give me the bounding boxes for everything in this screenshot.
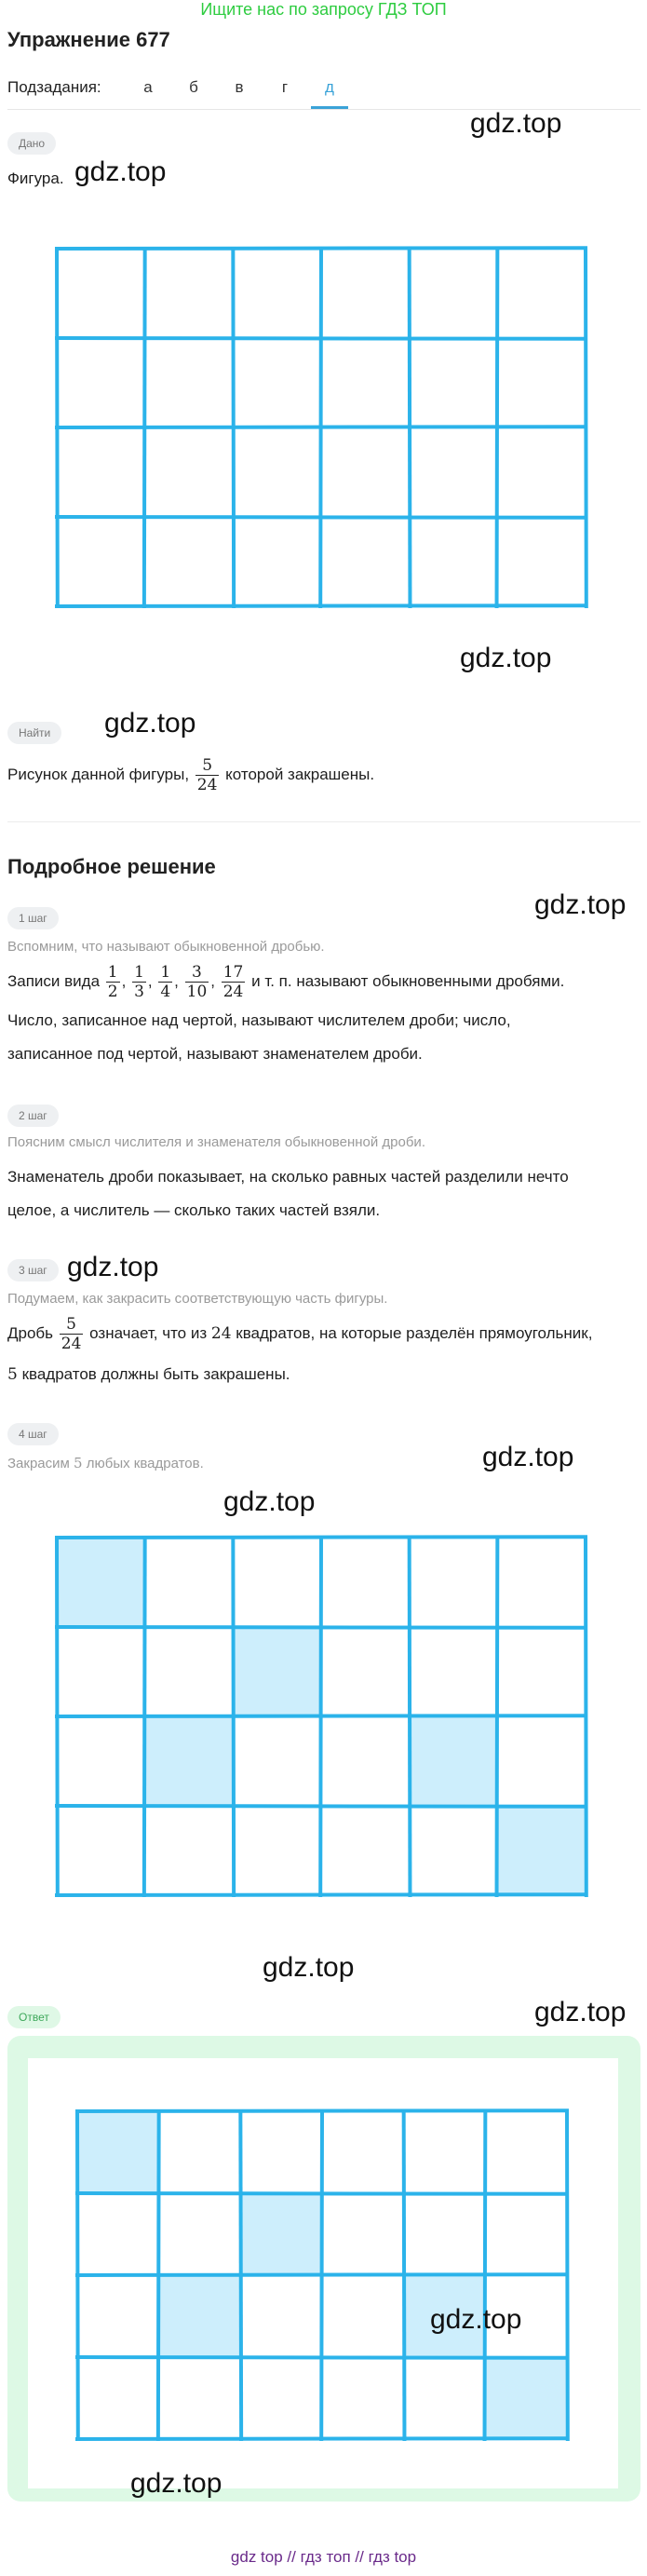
fraction-numerator: 1 xyxy=(134,963,144,982)
figure-grid-answer xyxy=(74,2108,570,2442)
grid-line-vertical xyxy=(497,1538,498,1895)
find-text-after: которой закрашены. xyxy=(225,765,375,783)
grid-line-vertical xyxy=(240,2111,241,2439)
fraction-numerator: 1 xyxy=(107,963,118,982)
grid-line-vertical xyxy=(404,2111,405,2439)
shaded-square xyxy=(485,2357,567,2439)
watermark: gdz.top xyxy=(430,2304,522,2335)
fraction-numerator: 5 xyxy=(60,1315,84,1335)
watermark: gdz.top xyxy=(223,1486,316,1517)
step-4-hint-before: Закрасим xyxy=(7,1456,70,1471)
fraction-denominator: 24 xyxy=(61,1335,82,1353)
given-text: Фигура. xyxy=(7,169,64,187)
number-24: 24 xyxy=(210,1323,232,1343)
step-4-hint-after: любых квадратов. xyxy=(86,1456,204,1471)
watermark: gdz.top xyxy=(104,708,196,739)
grid-line-vertical xyxy=(158,2111,159,2439)
grid-line-vertical xyxy=(497,249,498,606)
watermark: gdz.top xyxy=(482,1442,574,1472)
subtasks-label: Подзадания: xyxy=(7,78,101,96)
fraction-numerator: 5 xyxy=(195,756,220,776)
step-2-line-1: Знаменатель дроби показывает, на сколько равных частей разделили нечто xyxy=(7,1168,569,1186)
step-1-line-3: записанное под чертой, называют знаменателем дроби. xyxy=(7,1045,423,1063)
step-3-line-2-text: квадратов должны быть закрашены. xyxy=(21,1365,290,1383)
fraction-3-10 xyxy=(185,963,209,1001)
tab-g[interactable]: г xyxy=(281,78,289,96)
grid-line-vertical xyxy=(57,249,58,606)
shaded-square xyxy=(233,1627,321,1716)
watermark: gdz.top xyxy=(470,108,562,139)
fraction-1-4 xyxy=(158,963,172,1001)
step-3-line-1-before: Дробь xyxy=(7,1323,54,1342)
find-text-before: Рисунок данной фигуры, xyxy=(7,765,190,783)
grid-line-vertical xyxy=(233,249,234,606)
given-pill: Дано xyxy=(7,132,56,155)
step-3-line-1-after: квадратов, на которые разделён прямоугольник, xyxy=(236,1323,593,1342)
fraction-denominator: 24 xyxy=(222,983,244,1001)
active-tab-indicator xyxy=(311,106,348,109)
grid-line-vertical xyxy=(320,249,321,606)
search-banner[interactable]: Ищите нас по запросу ГДЗ ТОП xyxy=(200,0,447,19)
find-text xyxy=(7,756,374,794)
fraction-denominator: 4 xyxy=(160,983,171,1001)
grid-line-vertical xyxy=(567,2111,568,2439)
watermark: gdz.top xyxy=(67,1252,159,1282)
step-3-line-1 xyxy=(7,1315,592,1353)
solution-title: Подробное решение xyxy=(7,855,216,878)
fraction-numerator: 17 xyxy=(222,963,244,982)
step-2-pill: 2 шаг xyxy=(7,1105,59,1127)
shaded-square xyxy=(57,1538,145,1627)
watermark: gdz.top xyxy=(263,1952,355,1983)
step-4-hint xyxy=(7,1455,204,1471)
subtasks-nav xyxy=(7,73,640,110)
shaded-square xyxy=(410,1716,498,1806)
tab-d[interactable]: д xyxy=(325,78,334,96)
step-3-pill: 3 шаг xyxy=(7,1259,59,1281)
fraction-numerator: 1 xyxy=(160,963,171,982)
fraction-5-24 xyxy=(195,756,220,794)
step-1-hint: Вспомним, что называют обыкновенной дробью. xyxy=(7,939,325,955)
figure-grid-given xyxy=(54,246,588,609)
step-3-line-1-middle: означает, что из xyxy=(89,1323,208,1342)
find-pill: Найти xyxy=(7,722,61,744)
step-3-hint: Подумаем, как закрасить соответствующую часть фигуры. xyxy=(7,1291,388,1307)
fraction-denominator: 10 xyxy=(186,983,208,1001)
grid-line-vertical xyxy=(144,1538,145,1895)
step-2-hint: Поясним смысл числителя и знаменателя обыкновенной дроби. xyxy=(7,1134,425,1150)
fraction-5-24 xyxy=(60,1315,84,1353)
page-title: Упражнение 677 xyxy=(7,28,170,51)
shaded-square xyxy=(145,1716,234,1806)
watermark: gdz.top xyxy=(534,1997,627,2027)
grid-line-vertical xyxy=(485,2111,486,2439)
grid-line-vertical xyxy=(57,1538,58,1895)
step-1-line-1-after: и т. п. называют обыкновенными дробями. xyxy=(251,971,565,990)
fraction-denominator: 3 xyxy=(134,983,144,1001)
grid-line-vertical xyxy=(321,2111,322,2439)
fraction-1-2 xyxy=(106,963,120,1001)
step-1-line-1-before: Записи вида xyxy=(7,971,101,990)
footer-links[interactable]: gdz top // гдз топ // гдз top xyxy=(230,2548,417,2566)
grid-line-vertical xyxy=(144,249,145,606)
step-2-line-2: целое, а числитель — сколько таких частей взяли. xyxy=(7,1201,381,1219)
shaded-square xyxy=(497,1806,586,1895)
fraction-denominator: 24 xyxy=(196,776,218,794)
grid-line-vertical xyxy=(410,1538,411,1895)
step-4-pill: 4 шаг xyxy=(7,1423,59,1445)
watermark: gdz.top xyxy=(130,2468,222,2499)
section-divider xyxy=(7,821,640,822)
step-1-line-2: Число, записанное над чертой, называют числителем дроби; число, xyxy=(7,1011,511,1029)
shaded-square xyxy=(159,2275,241,2357)
watermark: gdz.top xyxy=(534,889,627,920)
figure-grid-solution xyxy=(54,1535,588,1898)
grid-line-vertical xyxy=(233,1538,234,1895)
answer-pill: Ответ xyxy=(7,2006,61,2028)
watermark: gdz.top xyxy=(74,156,167,187)
tab-a[interactable]: а xyxy=(143,78,153,96)
grid-line-vertical xyxy=(320,1538,321,1895)
fraction-numerator: 3 xyxy=(185,963,209,983)
fraction-denominator: 2 xyxy=(107,983,118,1001)
number-5: 5 xyxy=(7,1365,18,1384)
watermark: gdz.top xyxy=(460,643,552,673)
shaded-square xyxy=(240,2193,322,2275)
step-3-line-2 xyxy=(7,1363,290,1386)
tab-b[interactable]: б xyxy=(189,78,198,96)
step-1-line-1: Записи вида $\frac{1}{2}$ , $\frac{1}{3}$ , $\frac{1}{4}$ , $\frac{3}{10}$ , $\frac{17}{24}$ и т. п. называют обыкновенными дробями. xyxy=(7,963,565,1001)
fraction-1-3 xyxy=(132,963,146,1001)
shaded-square xyxy=(77,2111,159,2193)
fraction-17-24 xyxy=(222,963,246,1001)
number-5: 5 xyxy=(74,1455,83,1471)
step-1-pill: 1 шаг xyxy=(7,907,59,929)
grid-line-vertical xyxy=(77,2111,78,2439)
tab-v[interactable]: в xyxy=(235,78,244,96)
grid-line-vertical xyxy=(410,249,411,606)
